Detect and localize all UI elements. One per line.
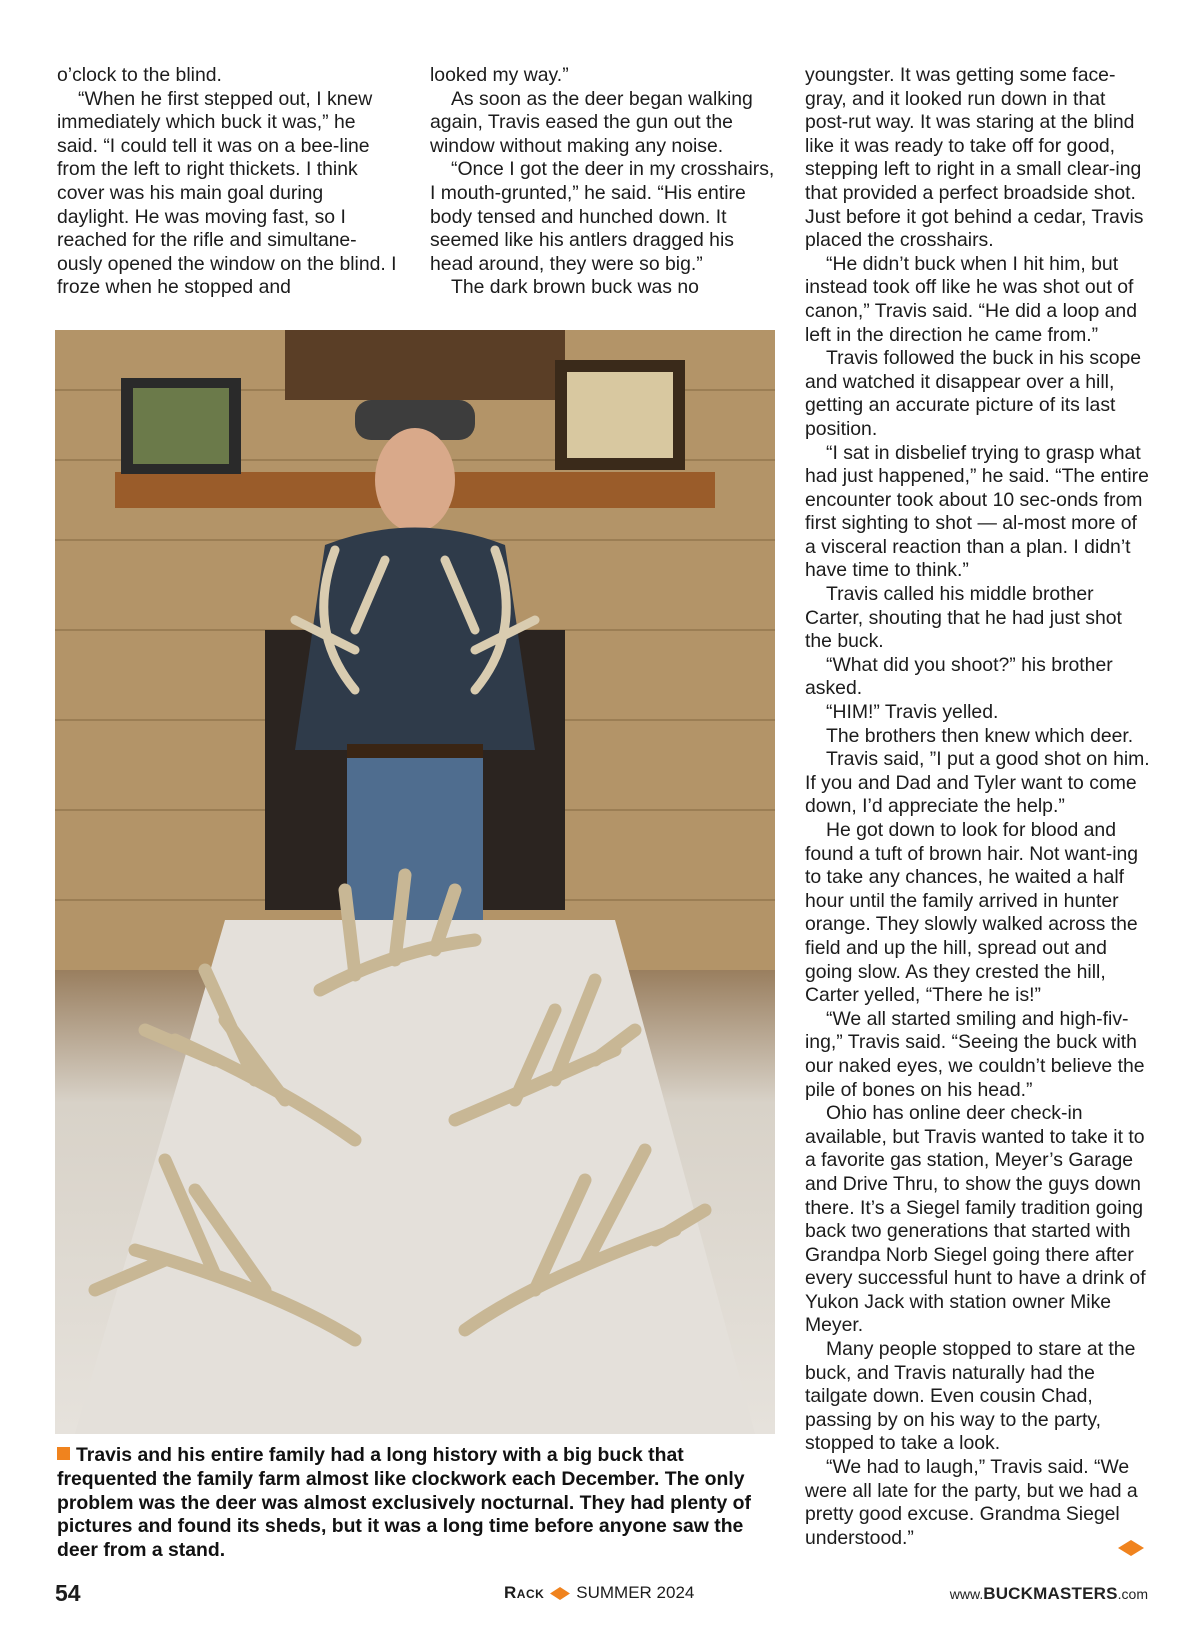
paragraph: Travis followed the buck in his scope and watched it disappear over a hill, getting an accurate picture of its last position. (805, 347, 1142, 440)
hunter-antlers-photo (55, 330, 775, 1434)
orange-square-icon (57, 1447, 70, 1460)
paragraph: o’clock to the blind. (57, 64, 222, 86)
paragraph: “We all started smiling and high-fiv-ing,” Travis said. “Seeing the buck with our naked eyes, we couldn’t believe the pile of bones on his head.” (805, 1007, 1145, 1101)
page-number: 54 (55, 1580, 81, 1606)
paragraph: “We had to laugh,” Travis said. “We were all late for the party, but we had a pretty good excuse. Grandma Siegel understood.” (805, 1456, 1138, 1549)
diamond-icon (550, 1585, 570, 1605)
website-url: www.BUCKMASTERS.com (949, 1584, 1148, 1603)
paragraph: looked my way.” (430, 64, 569, 86)
paragraph: Many people stopped to stare at the buck, and Travis naturally had the tailgate down. Even cousin Chad, passing by on his way to the party, stopped to take a look. (805, 1338, 1136, 1455)
text-column-2 (430, 64, 775, 300)
diamond-icon (1118, 1540, 1144, 1561)
photo-illustration (55, 330, 775, 1434)
text-column-3 (805, 64, 1150, 1550)
paragraph: youngster. It was getting some face-gray, and it looked run down in that post-rut way. It was staring at the blind like it was ready to take off for good, stepping left to right in a small clear-ing that provided a perfect broadside shot. Just before it got behind a cedar, Travis placed the crosshairs. (805, 64, 1144, 252)
paragraph: The brothers then knew which deer. (826, 724, 1134, 747)
paragraph: “I sat in disbelief trying to grasp what had just happened,” he said. “The entire encounter took about 10 sec-onds from first sighting to shot — al-most more of a visceral reaction than a plan. I didn’t have time to think.” (805, 441, 1149, 582)
text-column-1 (57, 64, 399, 300)
paragraph: Ohio has online deer check-in available, but Travis wanted to take it to a favorite gas station, Meyer’s Garage and Drive Thru, to show the guys down there. It’s a Siegel family tradition going back two generations that started with Grandpa Norb Siegel going there after every successful hunt to have a drink of Yukon Jack with station owner Mike Meyer. (805, 1102, 1146, 1337)
paragraph: “When he first stepped out, I knew immediately which buck it was,” he said. “I could tell it was on a bee-line from the left to right thickets. I think cover was his main goal during daylight. He was moving fast, so I reached for the rifle and simultane-ously opened the window on the blind. I froze when he stopped and (57, 87, 397, 299)
paragraph: Travis said, ”I put a good shot on him. If you and Dad and Tyler want to come down, I’d appreciate the help.” (805, 748, 1150, 818)
paragraph: As soon as the deer began walking again, Travis eased the gun out the window without making any noise. (430, 87, 753, 157)
paragraph: He got down to look for blood and found a tuft of brown hair. Not want-ing to take any chances, he waited a half hour until the family arrived in hunter orange. They slowly walked across the field and up the hill, spread out and going slow. As they crested the hill, Carter yelled, “There he is!” (805, 819, 1139, 1007)
paragraph: “He didn’t buck when I hit him, but instead took off like he was shot out of canon,” Travis said. “He did a loop and left in the direction he came from.” (805, 252, 1137, 346)
photo-caption (57, 1444, 757, 1563)
magazine-name: Rack (504, 1583, 545, 1602)
paragraph: The dark brown buck was no (451, 276, 699, 299)
issue-date: SUMMER 2024 (576, 1583, 695, 1602)
paragraph: “What did you shoot?” his brother asked. (805, 653, 1113, 700)
page-footer (0, 1580, 1200, 1610)
paragraph: Travis called his middle brother Carter, shouting that he had just shot the buck. (805, 583, 1122, 653)
caption-text: Travis and his entire family had a long history with a big buck that frequented the family farm almost like clockwork each December. The only problem was the deer was almost exclusively nocturnal. They had plenty of pictures and found its sheds, but it was a long time before anyone saw the deer from a stand. (57, 1444, 751, 1562)
magazine-issue (504, 1583, 694, 1605)
paragraph: “HIM!” Travis yelled. (826, 701, 999, 724)
paragraph: “Once I got the deer in my crosshairs, I mouth-grunted,” he said. “His entire body tensed and hunched down. It seemed like his antlers dragged his head around, they were so big.” (430, 158, 775, 275)
